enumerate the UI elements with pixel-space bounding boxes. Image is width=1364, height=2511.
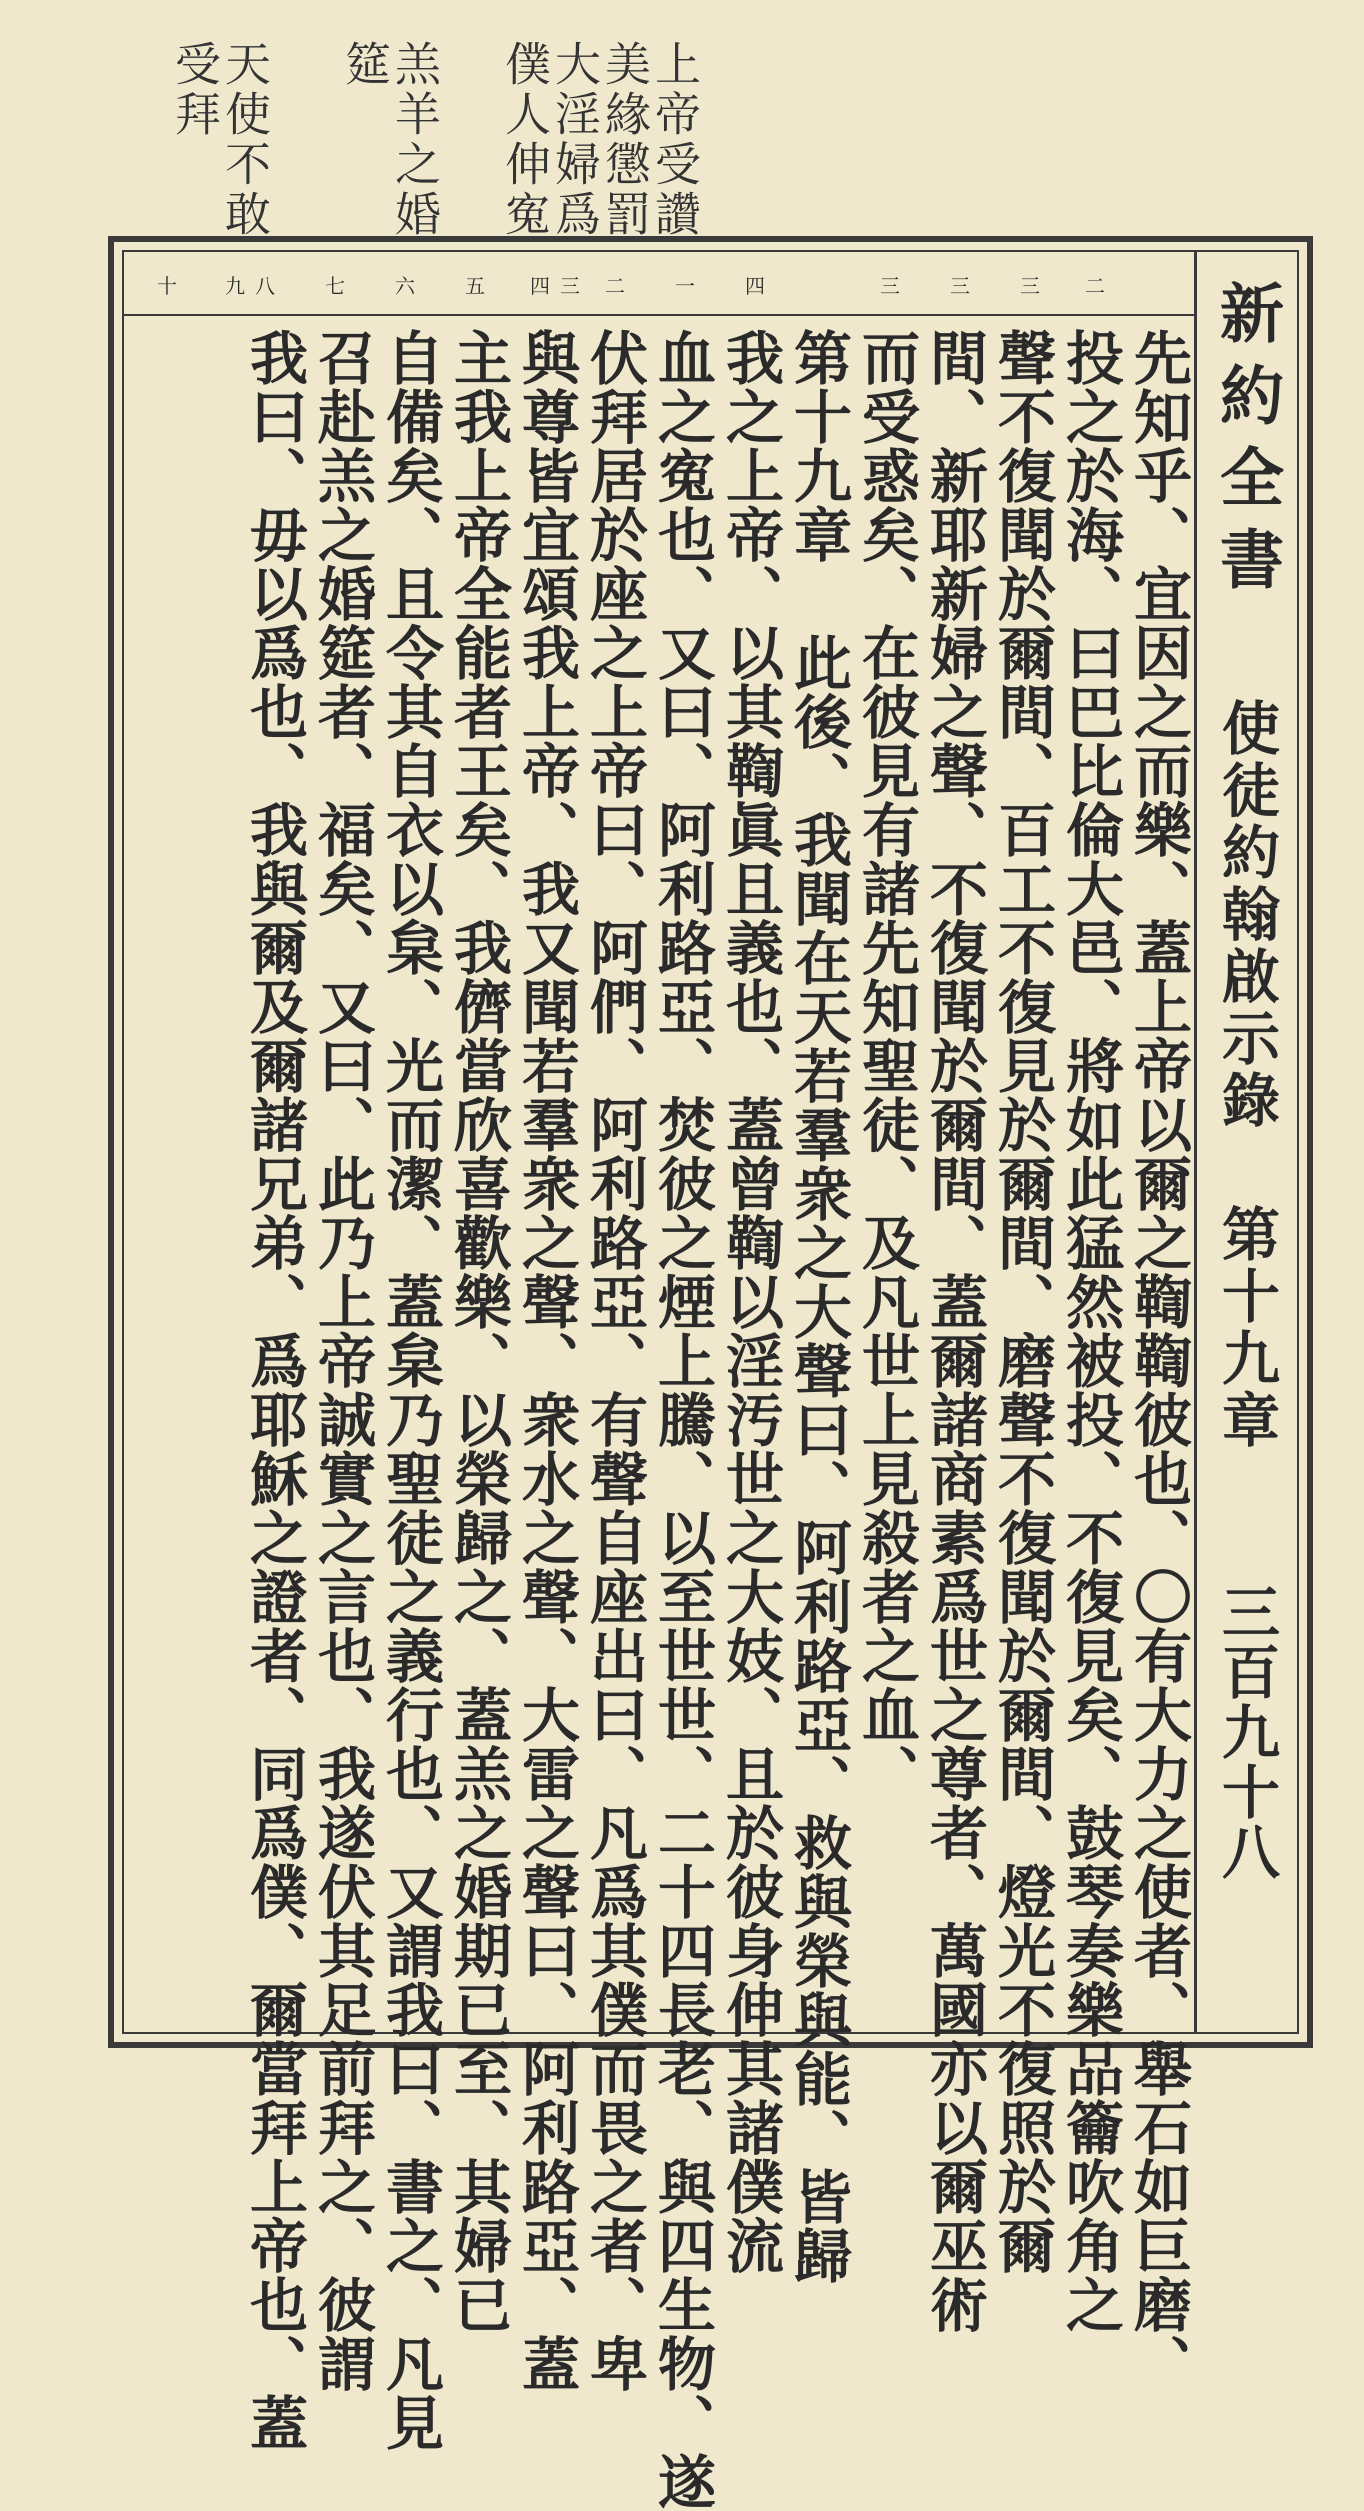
text-column: 我之上帝、以其鞫眞且義也、蓋曾鞫以淫汚世之大妓、且於彼身伸其諸僕流 bbox=[716, 328, 784, 2275]
text-column: 而受惑矣、在彼見有諸先知聖徒、及凡世上見殺者之血、 bbox=[852, 328, 920, 1803]
verse-number: 三 bbox=[560, 274, 578, 298]
margin-note: 筵 bbox=[338, 40, 392, 90]
text-column: 我曰、毋以爲也、我與爾及爾諸兄弟、爲耶穌之證者、同爲僕、爾當拜上帝也、蓋 bbox=[240, 328, 308, 2452]
margin-note: 美緣懲罰 bbox=[598, 40, 652, 240]
margin-note: 大淫婦爲 bbox=[548, 40, 602, 240]
margin-note: 天使不敢 bbox=[218, 40, 272, 240]
chapter-title: 使徒約翰啟示錄 第十九章 bbox=[1212, 698, 1280, 1452]
verse-number: 九 bbox=[225, 274, 243, 298]
verse-number: 十 bbox=[157, 274, 175, 298]
margin-note: 僕人伸寃 bbox=[498, 40, 552, 240]
text-column: 與尊皆宜頌我上帝、我又聞若羣衆之聲、衆水之聲、大雷之聲曰、阿利路亞、蓋 bbox=[512, 328, 580, 2393]
text-column: 召赴羔之婚筵者、福矣、又曰、此乃上帝誠實之言也、我遂伏其足前拜之、彼謂 bbox=[308, 328, 376, 2393]
text-column: 聲不復聞於爾間、百工不復見於爾間、磨聲不復聞於爾間、燈光不復照於爾 bbox=[988, 328, 1056, 2275]
verse-number: 三 bbox=[950, 274, 968, 298]
running-header bbox=[1194, 252, 1297, 2032]
margin-notes bbox=[150, 40, 850, 240]
book-title: 新約全書 bbox=[1209, 280, 1284, 608]
text-column: 血之寃也、又曰、阿利路亞、焚彼之煙上騰、以至世世、二十四長老、與四生物、遂 bbox=[648, 328, 716, 2511]
text-column: 自備矣、且令其自衣以枲、光而潔、蓋枲乃聖徒之義行也、又謂我曰、書之、凡見 bbox=[376, 328, 444, 2452]
text-column: 投之於海、曰巴比倫大邑、將如此猛然被投、不復見矣、鼓琴奏樂品籥吹角之 bbox=[1056, 328, 1124, 2334]
verse-number: 七 bbox=[325, 274, 343, 298]
verse-number: 五 bbox=[465, 274, 483, 298]
text-column: 伏拜居於座之上帝曰、阿們、阿利路亞、有聲自座出曰、凡爲其僕而畏之者、卑 bbox=[580, 328, 648, 2393]
verse-number: 八 bbox=[255, 274, 273, 298]
text-frame-inner bbox=[122, 250, 1299, 2511]
text-column: 間、新耶新婦之聲、不復聞於爾間、蓋爾諸商素爲世之尊者、萬國亦以爾巫術 bbox=[920, 328, 988, 2334]
verse-number: 二 bbox=[1085, 274, 1103, 298]
verse-number: 一 bbox=[675, 274, 693, 298]
verse-number: 四 bbox=[745, 274, 763, 298]
verse-number: 二 bbox=[605, 274, 623, 298]
page-number: 三百九十八 bbox=[1212, 1582, 1280, 1882]
margin-note: 羔羊之婚 bbox=[388, 40, 442, 240]
verse-number: 六 bbox=[395, 274, 413, 298]
verse-number-row bbox=[124, 252, 1197, 316]
verse-number: 三 bbox=[1020, 274, 1038, 298]
verse-number: 三 bbox=[880, 274, 898, 298]
text-column: 主我上帝全能者王矣、我儕當欣喜歡樂、以榮歸之、蓋羔之婚期已至、其婦已 bbox=[444, 328, 512, 2334]
text-frame bbox=[108, 236, 1313, 2511]
margin-note: 上帝受讚 bbox=[648, 40, 702, 240]
text-column: 先知乎、宜因之而樂、蓋上帝以爾之鞫鞫彼也、〇有大力之使者、舉石如巨磨、 bbox=[1124, 328, 1192, 2393]
chapter-heading-column: 第十九章 此後、我聞在天若羣衆之大聲曰、阿利路亞、救與榮與能、皆歸 bbox=[784, 328, 852, 2285]
margin-note: 受拜 bbox=[168, 40, 222, 140]
verse-number: 四 bbox=[530, 274, 548, 298]
